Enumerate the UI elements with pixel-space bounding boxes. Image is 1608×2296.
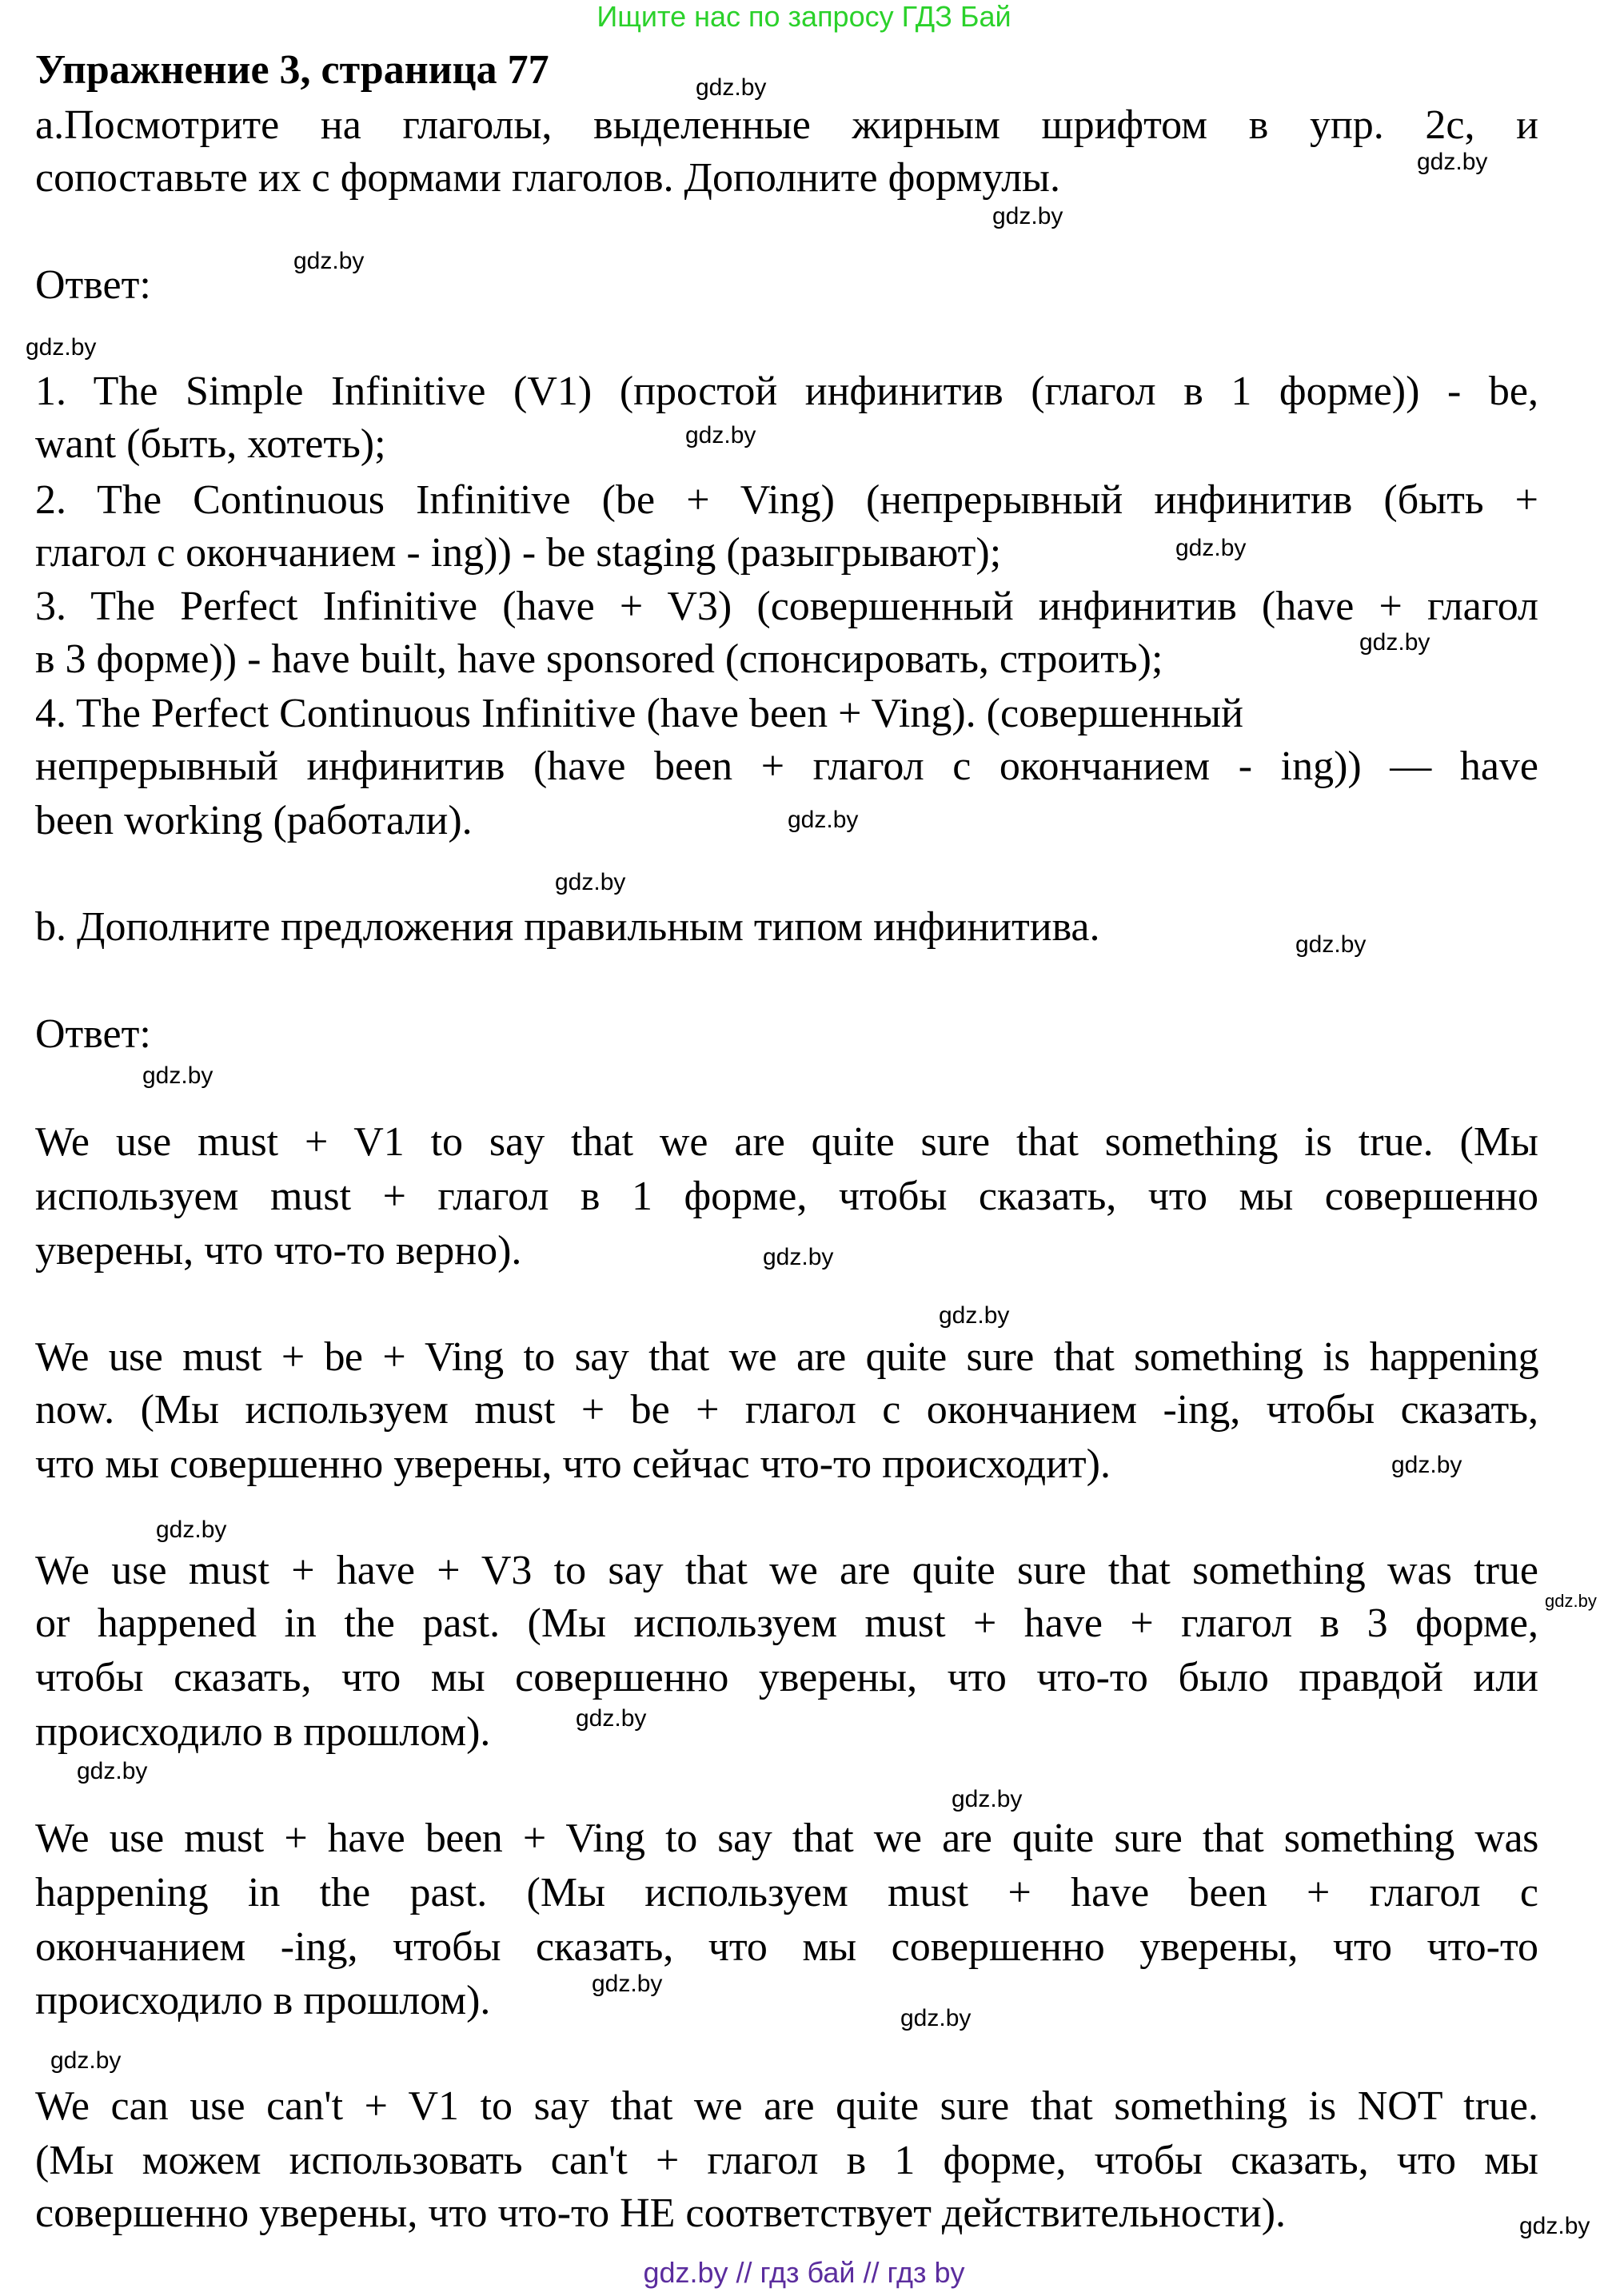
watermark: gdz.by [142,1062,213,1089]
watermark: gdz.by [1417,149,1488,175]
item-line: been working (работали). [35,798,473,843]
paragraph-line: (Мы можем использовать can't + глагол в 1 форме, чтобы сказать, что мы [35,2138,1538,2183]
answer-label: Ответ: [35,262,151,308]
paragraph-line: используем must + глагол в 1 форме, чтобы сказать, что мы совершенно [35,1174,1538,1219]
watermark: gdz.by [939,1302,1010,1329]
search-hint-banner: Ищите нас по запросу ГДЗ Бай [597,0,1011,33]
watermark: gdz.by [555,869,626,895]
paragraph-line: уверены, что что-то верно). [35,1228,522,1274]
paragraph-line: We use must + V1 to say that we are quite sure that something is true. (Мы [35,1119,1538,1165]
item-line: 3. The Perfect Infinitive (have + V3) (совершенный инфинитив (have + глагол [35,584,1538,629]
item-line: want (быть, хотеть); [35,421,386,467]
watermark: gdz.by [50,2047,122,2074]
paragraph-line: совершенно уверены, что что-то НЕ соответствует действительности). [35,2190,1287,2236]
page-title: Упражнение 3, страница 77 [35,47,549,93]
paragraph-line: We use must + have been + Ving to say that we are quite sure that something was [35,1816,1538,1861]
paragraph-line: happening in the past. (Мы используем must + have been + глагол с [35,1870,1538,1915]
footer-links: gdz.by // гдз бай // гдз by [643,2256,965,2289]
item-line: 1. The Simple Infinitive (V1) (простой инфинитив (глагол в 1 форме)) - be, [35,369,1538,414]
watermark: gdz.by [592,1971,663,1997]
watermark: gdz.by [952,1786,1023,1812]
answer-label: Ответ: [35,1011,151,1057]
paragraph-line: происходило в прошлом). [35,1978,491,2023]
paragraph-line: чтобы сказать, что мы совершенно уверены, что что-то было правдой или [35,1655,1538,1700]
watermark: gdz.by [576,1705,647,1732]
watermark: gdz.by [788,807,859,833]
paragraph-line: We can use can't + V1 to say that we are quite sure that something is NOT true. [35,2083,1538,2129]
item-line: 2. The Continuous Infinitive (be + Ving) (непрерывный инфинитив (быть + [35,477,1538,523]
watermark: gdz.by [77,1758,148,1784]
item-line: в 3 форме)) - have built, have sponsored (спонсировать, строить); [35,636,1163,682]
watermark: gdz.by [696,74,767,101]
watermark: gdz.by [1359,629,1430,656]
watermark: gdz.by [900,2005,972,2031]
paragraph-line: окончанием -ing, чтобы сказать, что мы совершенно уверены, что что-то [35,1924,1538,1970]
watermark: gdz.by [685,422,756,448]
task-b: b. Дополните предложения правильным типом инфинитива. [35,904,1100,950]
watermark: gdz.by [1295,931,1367,958]
watermark: gdz.by [156,1517,227,1543]
paragraph-line: We use must + be + Ving to say that we are quite sure that something is happening [35,1334,1538,1380]
watermark: gdz.by [1519,2213,1590,2239]
item-line: глагол с окончанием - ing)) - be staging (разыгрывают); [35,530,1002,576]
watermark: gdz.by [763,1244,834,1270]
paragraph-line: now. (Мы используем must + be + глагол с окончанием -ing, чтобы сказать, [35,1387,1538,1433]
task-a-line: сопоставьте их с формами глаголов. Дополните формулы. [35,155,1060,201]
watermark: gdz.by [992,203,1063,229]
item-line: непрерывный инфинитив (have been + глагол с окончанием - ing)) — have [35,743,1538,789]
watermark: gdz.by [1545,1591,1597,1611]
item-line: 4. The Perfect Continuous Infinitive (have been + Ving). (совершенный [35,691,1243,736]
watermark: gdz.by [293,248,365,274]
paragraph-line: We use must + have + V3 to say that we are quite sure that something was true [35,1548,1538,1593]
watermark: gdz.by [26,334,97,361]
watermark: gdz.by [1391,1452,1462,1478]
paragraph-line: or happened in the past. (Мы используем must + have + глагол в 3 форме, [35,1600,1538,1646]
paragraph-line: происходило в прошлом). [35,1709,491,1755]
task-a-line: а.Посмотрите на глаголы, выделенные жирным шрифтом в упр. 2с, и [35,102,1538,148]
watermark: gdz.by [1175,535,1247,561]
paragraph-line: что мы совершенно уверены, что сейчас что-то происходит). [35,1441,1111,1487]
